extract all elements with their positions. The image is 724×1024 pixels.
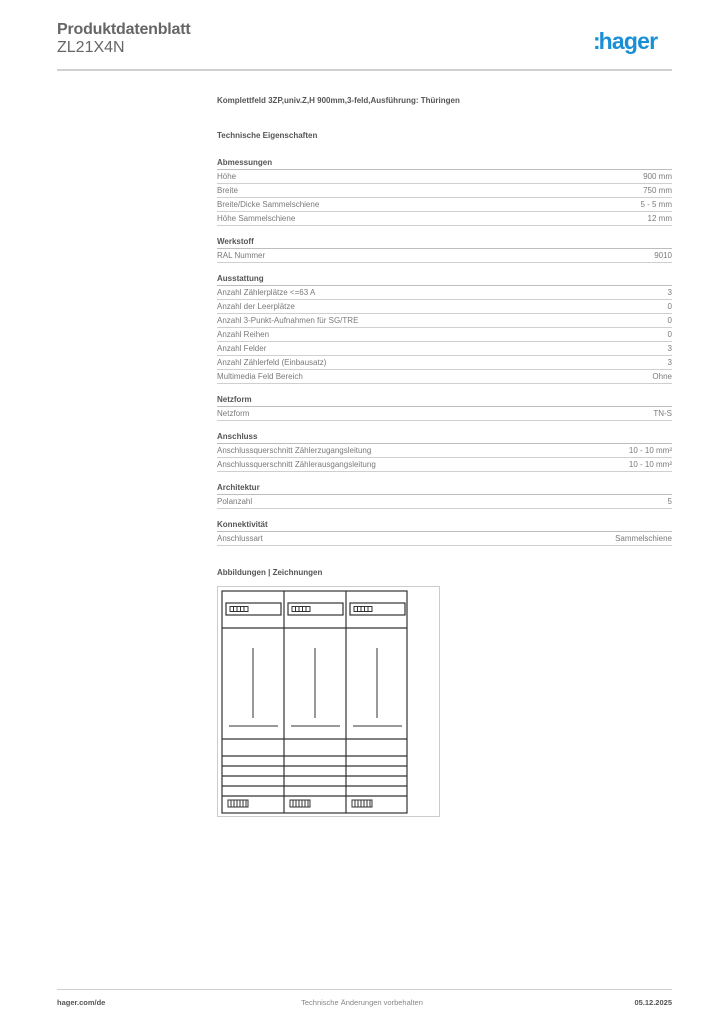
property-group xyxy=(217,156,672,226)
property-value: 12 mm xyxy=(647,214,672,223)
product-description: Komplettfeld 3ZP,univ.Z,H 900mm,3-feld,Ausführung: Thüringen xyxy=(217,96,460,105)
property-label: Anschlussquerschnitt Zählerzugangsleitung xyxy=(217,446,372,455)
property-label: Anzahl Zählerfeld (Einbausatz) xyxy=(217,358,327,367)
property-label: Anschlussart xyxy=(217,534,263,543)
footer-divider xyxy=(57,989,672,990)
header-title: Produktdatenblatt xyxy=(57,21,191,38)
property-label: Anzahl der Leerplätze xyxy=(217,302,295,311)
property-value: 750 mm xyxy=(643,186,672,195)
property-row xyxy=(217,300,672,314)
property-row xyxy=(217,170,672,184)
property-row xyxy=(217,184,672,198)
property-value: 9010 xyxy=(654,251,672,260)
footer-date: 05.12.2025 xyxy=(634,998,672,1007)
property-label: Anzahl Reihen xyxy=(217,330,270,339)
property-label: Netzform xyxy=(217,409,250,418)
group-title: Ausstattung xyxy=(217,272,672,286)
logo-text: hager xyxy=(598,28,658,54)
property-label: RAL Nummer xyxy=(217,251,266,260)
property-value: 10 - 10 mm² xyxy=(628,446,672,455)
group-title: Werkstoff xyxy=(217,235,672,249)
logo-prefix: : xyxy=(593,28,599,54)
footer-note: Technische Änderungen vorbehalten xyxy=(301,998,423,1007)
property-value: 0 xyxy=(667,330,672,339)
property-value: 3 xyxy=(667,358,672,367)
property-label: Breite xyxy=(217,186,238,195)
property-row xyxy=(217,370,672,384)
property-group xyxy=(217,235,672,263)
property-row xyxy=(217,458,672,472)
datasheet-content xyxy=(217,94,672,817)
property-row xyxy=(217,407,672,421)
property-label: Anzahl Felder xyxy=(217,344,267,353)
property-label: Polanzahl xyxy=(217,497,253,506)
property-row xyxy=(217,444,672,458)
footer-website-link[interactable]: hager.com/de xyxy=(57,998,106,1007)
property-value: 10 - 10 mm² xyxy=(628,460,672,469)
product-code: ZL21X4N xyxy=(57,39,125,56)
property-row xyxy=(217,314,672,328)
property-value: 3 xyxy=(667,344,672,353)
property-row xyxy=(217,532,672,546)
property-row xyxy=(217,198,672,212)
property-row xyxy=(217,249,672,263)
property-label: Anzahl Zählerplätze <=63 A xyxy=(217,288,316,297)
property-value: 3 xyxy=(667,288,672,297)
property-value: Ohne xyxy=(652,372,672,381)
property-label: Anzahl 3-Punkt-Aufnahmen für SG/TRE xyxy=(217,316,359,325)
group-title: Netzform xyxy=(217,393,672,407)
group-title: Abmessungen xyxy=(217,156,672,170)
property-groups xyxy=(217,156,672,546)
property-label: Anschlussquerschnitt Zählerausgangsleitung xyxy=(217,460,376,469)
technical-properties-heading: Technische Eigenschaften xyxy=(217,131,318,140)
property-row xyxy=(217,212,672,226)
property-group xyxy=(217,481,672,509)
technical-drawing xyxy=(217,586,440,817)
property-value: Sammelschiene xyxy=(615,534,672,543)
meter-panel-drawing-icon xyxy=(218,587,439,816)
header-divider xyxy=(57,69,672,71)
group-title: Anschluss xyxy=(217,430,672,444)
property-value: TN-S xyxy=(653,409,672,418)
property-group xyxy=(217,518,672,546)
property-value: 5 xyxy=(667,497,672,506)
property-row xyxy=(217,286,672,300)
property-label: Multimedia Feld Bereich xyxy=(217,372,303,381)
property-value: 5 - 5 mm xyxy=(640,200,672,209)
property-value: 0 xyxy=(667,316,672,325)
property-row xyxy=(217,342,672,356)
property-row xyxy=(217,495,672,509)
group-title: Architektur xyxy=(217,481,672,495)
figures-heading: Abbildungen | Zeichnungen xyxy=(217,568,323,577)
property-group xyxy=(217,393,672,421)
group-title: Konnektivität xyxy=(217,518,672,532)
property-row xyxy=(217,328,672,342)
property-label: Höhe xyxy=(217,172,237,181)
property-group xyxy=(217,272,672,384)
property-row xyxy=(217,356,672,370)
property-label: Breite/Dicke Sammelschiene xyxy=(217,200,320,209)
property-group xyxy=(217,430,672,472)
hager-logo xyxy=(593,28,657,54)
property-value: 900 mm xyxy=(643,172,672,181)
property-label: Höhe Sammelschiene xyxy=(217,214,296,223)
property-value: 0 xyxy=(667,302,672,311)
